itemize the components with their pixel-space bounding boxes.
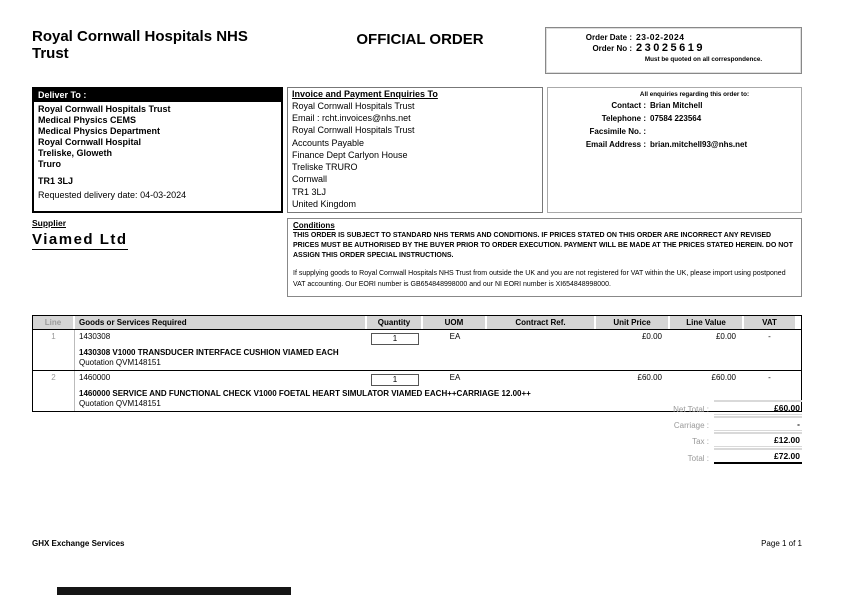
address-line: Truro xyxy=(38,159,62,170)
col-header-vat: VAT xyxy=(744,316,795,329)
invoice-address xyxy=(292,100,538,210)
contact-row xyxy=(554,101,795,110)
conditions-label: Conditions xyxy=(293,221,335,230)
enquiries-box xyxy=(547,87,802,213)
address-line: Royal Cornwall Hospital xyxy=(38,137,142,148)
address-line: Medical Physics Department xyxy=(38,126,161,137)
order-date-value: 23-02-2024 xyxy=(636,32,685,42)
tax-row xyxy=(552,432,802,447)
address-line: Finance Dept Carlyon House xyxy=(292,149,408,160)
uom-value: EA xyxy=(449,373,461,382)
line-number: 1 xyxy=(33,330,75,370)
table-header-row xyxy=(33,316,801,330)
enquiries-heading: All enquiries regarding this order to: xyxy=(639,91,750,98)
col-header-line: Line xyxy=(33,316,75,329)
facsimile-value xyxy=(650,127,795,136)
contract-ref-value xyxy=(487,371,596,388)
deliver-to-address xyxy=(34,102,281,170)
requested-delivery-date: Requested delivery date: 04-03-2024 xyxy=(38,190,187,201)
contract-ref-value xyxy=(487,330,596,347)
table-row xyxy=(33,330,801,371)
conditions-box xyxy=(287,218,802,297)
totals-block xyxy=(552,400,802,465)
line-number: 2 xyxy=(33,371,75,411)
col-header-contract-ref: Contract Ref. xyxy=(487,316,596,329)
vat-value: - xyxy=(768,332,771,341)
order-date-row xyxy=(554,32,793,42)
col-header-uom: UOM xyxy=(423,316,487,329)
supplier-name: Viamed Ltd xyxy=(32,231,128,248)
email-row xyxy=(554,140,795,149)
tax-value: £12.00 xyxy=(714,432,802,447)
col-header-goods: Goods or Services Required xyxy=(75,316,367,329)
item-description: 1430308 V1000 TRANSDUCER INTERFACE CUSHION VIAMED EACH xyxy=(79,348,339,357)
carriage-label: Carriage : xyxy=(673,421,709,430)
item-quotation: Quotation QVM148151 xyxy=(79,358,161,367)
net-total-label: Net Total : xyxy=(673,405,709,414)
order-no-row xyxy=(554,42,793,54)
address-line: Cornwall xyxy=(292,174,328,185)
telephone-label: Telephone : xyxy=(601,114,646,123)
email-value: brian.mitchell93@nhs.net xyxy=(650,140,748,149)
col-header-line-value: Line Value xyxy=(670,316,744,329)
address-line: Treliske TRURO xyxy=(292,162,358,173)
footer-service-name: GHX Exchange Services xyxy=(32,539,125,548)
contact-label: Contact : xyxy=(611,101,646,110)
contact-value: Brian Mitchell xyxy=(650,101,703,110)
tax-label: Tax : xyxy=(692,437,709,446)
quantity-value: 1 xyxy=(371,333,419,345)
supplier-label: Supplier xyxy=(32,218,67,228)
total-label: Total : xyxy=(687,454,709,463)
email-label: Email Address : xyxy=(585,140,646,149)
invoice-enquiries-box xyxy=(287,87,543,213)
col-header-quantity: Quantity xyxy=(367,316,423,329)
telephone-value: 07584 223564 xyxy=(650,114,702,123)
total-value: £72.00 xyxy=(714,448,802,464)
col-header-unit-price: Unit Price xyxy=(596,316,670,329)
unit-price-value: £0.00 xyxy=(641,332,662,341)
order-info-box xyxy=(545,27,802,74)
facsimile-row xyxy=(554,127,795,136)
item-code: 1430308 xyxy=(79,332,111,341)
quote-note: Must be quoted on all correspondence. xyxy=(644,56,763,63)
deliver-to-postcode: TR1 3LJ xyxy=(38,176,74,187)
deliver-to-label: Deliver To : xyxy=(34,89,281,102)
total-row xyxy=(552,448,802,464)
page-title: OFFICIAL ORDER xyxy=(356,31,484,48)
order-no-value: 23025619 xyxy=(636,42,705,54)
order-no-label: Order No : xyxy=(592,44,632,53)
line-value-value: £60.00 xyxy=(711,373,736,382)
item-code: 1460000 xyxy=(79,373,111,382)
line-value-value: £0.00 xyxy=(715,332,736,341)
telephone-row xyxy=(554,114,795,123)
address-line: Email : rcht.invoices@nhs.net xyxy=(292,113,411,124)
address-line: Treliske, Gloweth xyxy=(38,148,113,159)
net-total-row xyxy=(552,400,802,415)
address-line: United Kingdom xyxy=(292,198,357,209)
address-line: TR1 3LJ xyxy=(292,186,327,197)
vat-value: - xyxy=(768,373,771,382)
trust-name: Royal Cornwall Hospitals NHS Trust xyxy=(32,28,248,63)
bottom-artifact-bar xyxy=(57,587,291,595)
address-line: Royal Cornwall Hospitals Trust xyxy=(292,125,415,136)
address-line: Accounts Payable xyxy=(292,137,365,148)
net-total-value: £60.00 xyxy=(714,400,802,415)
item-quotation: Quotation QVM148151 xyxy=(79,399,161,408)
conditions-paragraph-1: THIS ORDER IS SUBJECT TO STANDARD NHS TERMS AND CONDITIONS. IF PRICES STATED ON THIS ORDER ARE INCORRECT ANY REVISED PRICES MUST BE AUTHORISED BY THE BUYER PRIOR TO ORDER EXECUTION. PAYMENT WILL BE MADE AT THE PRICES STATED HEREIN. DO NOT ASSIGN THIS ORDER SPECIAL INSTRUCTIONS. xyxy=(293,232,794,260)
order-items-table xyxy=(32,315,802,412)
uom-value: EA xyxy=(449,332,461,341)
deliver-to-box xyxy=(32,87,283,213)
quantity-cell xyxy=(367,371,423,388)
carriage-row xyxy=(552,416,802,431)
quantity-value: 1 xyxy=(371,374,419,386)
address-line: Royal Cornwall Hospitals Trust xyxy=(38,104,171,114)
address-line: Royal Cornwall Hospitals Trust xyxy=(292,101,415,111)
carriage-value: - xyxy=(714,416,802,431)
address-line: Medical Physics CEMS xyxy=(38,115,137,126)
page-indicator: Page 1 of 1 xyxy=(761,539,802,548)
conditions-paragraph-2: If supplying goods to Royal Cornwall Hospitals NHS Trust from outside the UK and you are not registered for VAT within the UK, please import using postponed VAT accounting. Our EORI number is GB654848998000 and our NI EORI number is XI654848998000. xyxy=(293,270,786,288)
invoice-enquiries-label: Invoice and Payment Enquiries To xyxy=(292,89,438,99)
quantity-cell xyxy=(367,330,423,347)
order-date-label: Order Date : xyxy=(585,33,632,42)
facsimile-label: Facsimile No. : xyxy=(589,127,646,136)
item-description: 1460000 SERVICE AND FUNCTIONAL CHECK V1000 FOETAL HEART SIMULATOR VIAMED EACH++CARRIAGE 12.00++ xyxy=(79,389,531,398)
unit-price-value: £60.00 xyxy=(637,373,662,382)
